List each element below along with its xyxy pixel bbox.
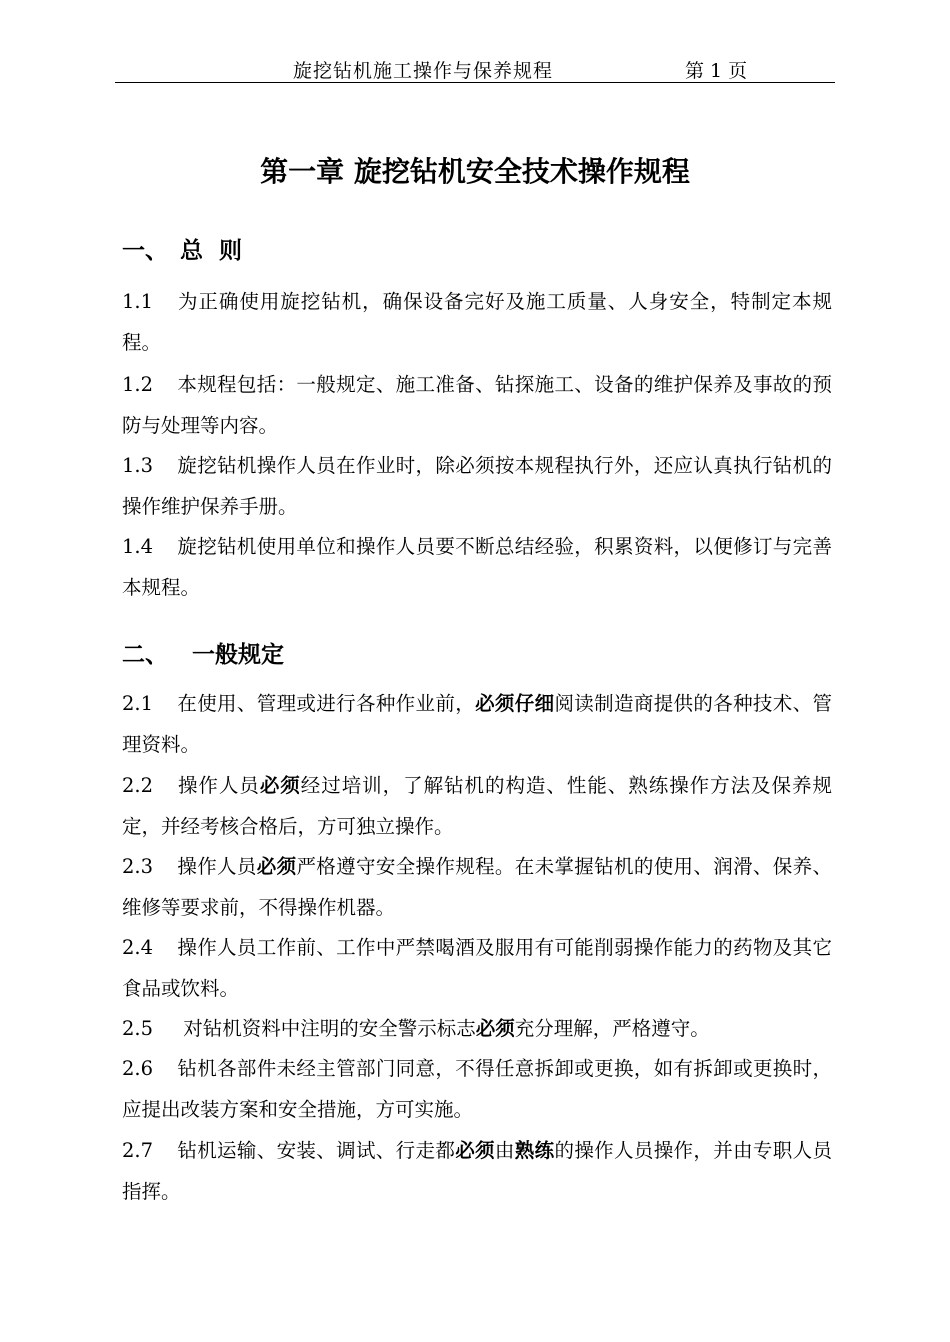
emphasis-text: 必须	[256, 855, 297, 878]
paragraph-1-3	[122, 445, 832, 527]
section-title: 一般规定	[192, 642, 284, 668]
paragraph-number: 2.6	[122, 1057, 154, 1080]
emphasis-text: 必须	[259, 774, 301, 797]
paragraph-1-1	[122, 281, 832, 363]
header-page-number: 第 1 页	[685, 60, 748, 82]
paragraph-text: 充分理解，严格遵守。	[514, 1017, 710, 1040]
paragraph-text: 本规程包括：一般规定、施工准备、钻探施工、设备的维护保养及事故的预防与处理等内容。	[122, 373, 832, 437]
header-doc-title: 旋挖钻机施工操作与保养规程	[293, 60, 554, 82]
paragraph-2-4	[122, 927, 832, 1009]
paragraph-text: 在使用、管理或进行各种作业前，	[177, 692, 476, 715]
paragraph-text: 操作人员	[177, 774, 260, 797]
paragraph-text: 的操作人员操作，并由专职人员指挥。	[122, 1139, 832, 1203]
section-heading-1	[122, 232, 242, 265]
paragraph-text: 操作人员工作前、工作中严禁喝酒及服用有可能削弱操作能力的药物及其它食品或饮料。	[122, 936, 832, 1000]
paragraph-2-3	[122, 846, 832, 928]
section-number: 二、	[122, 642, 168, 668]
paragraph-number: 2.7	[122, 1139, 154, 1162]
paragraph-number: 1.2	[122, 373, 154, 396]
paragraph-number: 2.5	[122, 1017, 154, 1040]
emphasis-text: 必须	[455, 1139, 495, 1162]
emphasis-text: 熟练	[514, 1139, 555, 1162]
section-title: 总 则	[180, 238, 243, 264]
paragraph-text: 旋挖钻机使用单位和操作人员要不断总结经验，积累资料，以便修订与完善本规程。	[122, 535, 832, 599]
paragraph-1-4	[122, 526, 832, 608]
paragraph-2-6	[122, 1048, 832, 1130]
paragraph-number: 1.3	[122, 454, 154, 477]
paragraph-text: 钻机各部件未经主管部门同意，不得任意拆卸或更换，如有拆卸或更换时，应提出改装方案和安全措施，方可实施。	[122, 1057, 832, 1121]
paragraph-text: 钻机运输、安装、调试、行走都	[177, 1139, 456, 1162]
paragraph-text: 操作人员	[177, 855, 257, 878]
paragraph-number: 2.4	[122, 936, 154, 959]
paragraph-2-1	[122, 683, 832, 765]
paragraph-2-7	[122, 1130, 832, 1212]
paragraph-text: 旋挖钻机操作人员在作业时，除必须按本规程执行外，还应认真执行钻机的操作维护保养手册。	[122, 454, 832, 518]
paragraph-number: 2.1	[122, 692, 154, 715]
paragraph-text: 严格遵守安全操作规程。在未掌握钻机的使用、润滑、保养、维修等要求前，不得操作机器。	[122, 855, 832, 919]
paragraph-text: 经过培训，了解钻机的构造、性能、熟练操作方法及保养规定，并经考核合格后，方可独立操作。	[122, 774, 832, 838]
chapter-title: 第一章 旋挖钻机安全技术操作规程	[260, 155, 690, 188]
page-header	[115, 54, 835, 83]
paragraph-text: 阅读制造商提供的各种技术、管理资料。	[122, 692, 832, 756]
paragraph-1-2	[122, 364, 832, 446]
paragraph-number: 1.1	[122, 290, 154, 313]
paragraph-text: 为正确使用旋挖钻机，确保设备完好及施工质量、人身安全，特制定本规程。	[122, 290, 832, 354]
paragraph-2-2	[122, 765, 832, 847]
emphasis-text: 必须	[475, 1017, 515, 1040]
paragraph-text: 由	[494, 1139, 515, 1162]
emphasis-text: 必须仔细	[475, 692, 555, 715]
paragraph-text: 对钻机资料中注明的安全警示标志	[177, 1017, 476, 1040]
section-number: 一、	[122, 238, 168, 264]
paragraph-number: 2.2	[122, 774, 154, 797]
paragraph-2-5	[122, 1008, 832, 1049]
paragraph-number: 1.4	[122, 535, 154, 558]
paragraph-number: 2.3	[122, 855, 154, 878]
section-heading-2	[122, 636, 284, 669]
